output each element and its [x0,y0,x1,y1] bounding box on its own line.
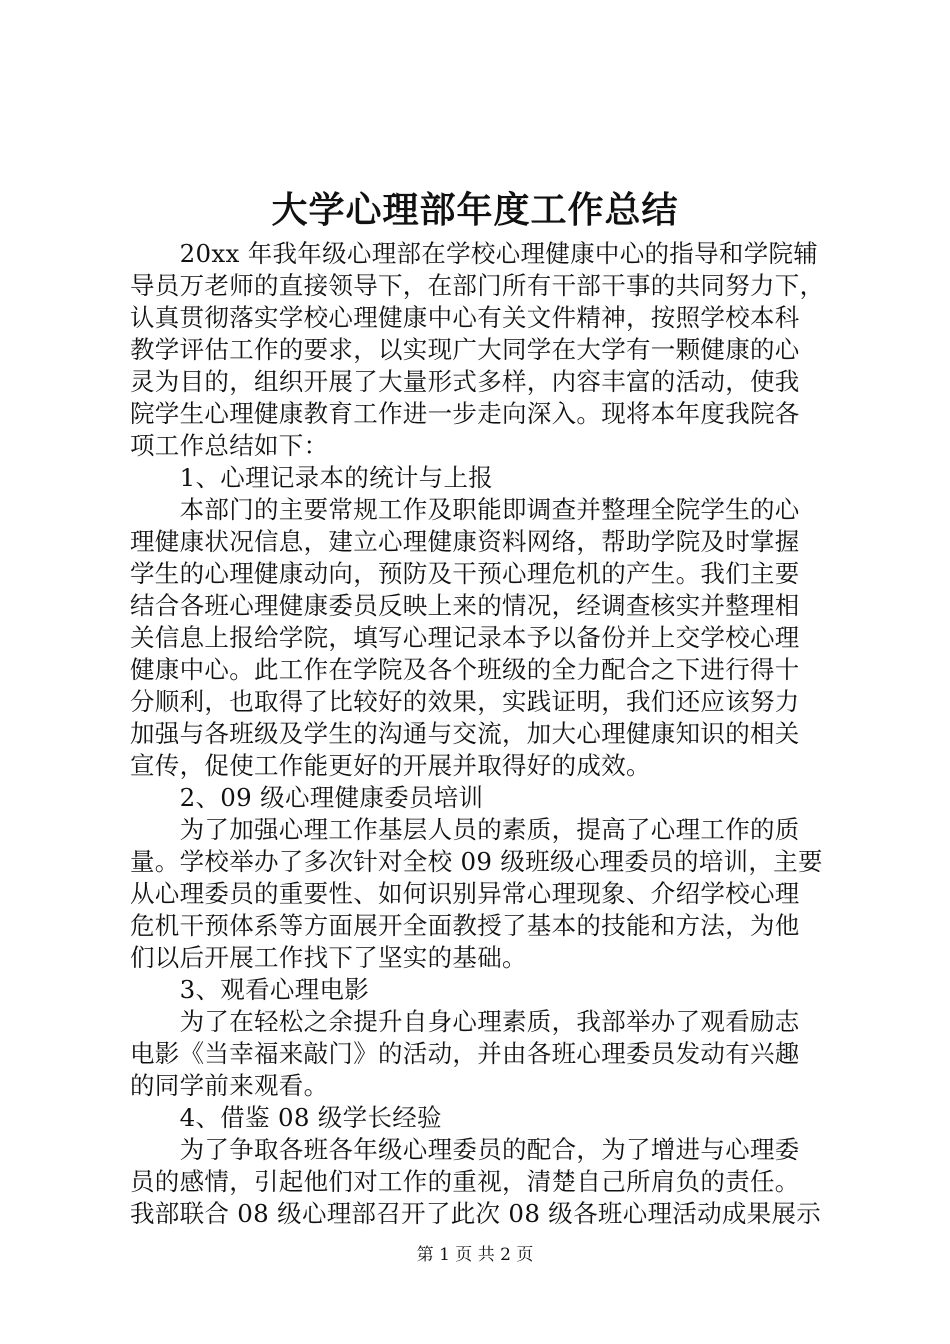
body-line: 结合各班心理健康委员反映上来的情况，经调查核实并整理相 [130,591,800,620]
body-line: 员的感情，引起他们对工作的重视，清楚自己所肩负的责任。 [130,1167,800,1196]
section-heading-1: 1、心理记录本的统计与上报 [130,463,494,492]
document-title: 大学心理部年度工作总结 [271,189,679,231]
body-line: 我部联合 08 级心理部召开了此次 08 级各班心理活动成果展示 [130,1199,822,1228]
page-number-footer: 第 1 页 共 2 页 [416,1245,534,1265]
body-line: 分顺利，也取得了比较好的效果，实践证明，我们还应该努力 [130,687,800,716]
body-line: 项工作总结如下： [130,431,329,460]
body-line: 理健康状况信息，建立心理健康资料网络，帮助学院及时掌握 [130,527,800,556]
body-line: 电影《当幸福来敲门》的活动，并由各班心理委员发动有兴趣 [130,1039,800,1068]
body-line: 从心理委员的重要性、如何识别异常心理现象、介绍学校心理 [130,879,800,908]
body-line: 灵为目的，组织开展了大量形式多样，内容丰富的活动，使我 [130,367,800,396]
body-line: 量。学校举办了多次针对全校 09 级班级心理委员的培训，主要 [130,847,823,876]
body-line: 院学生心理健康教育工作进一步走向深入。现将本年度我院各 [130,399,800,428]
body-line: 为了在轻松之余提升自身心理素质，我部举办了观看励志 [130,1007,800,1036]
section-heading-3: 3、观看心理电影 [130,975,370,1004]
body-line: 健康中心。此工作在学院及各个班级的全力配合之下进行得十 [130,655,800,684]
body-line: 导员万老师的直接领导下，在部门所有干部干事的共同努力下， [130,271,825,300]
section-heading-4: 4、借鉴 08 级学长经验 [130,1103,442,1132]
section-heading-2: 2、09 级心理健康委员培训 [130,783,484,812]
body-line: 教学评估工作的要求，以实现广大同学在大学有一颗健康的心 [130,335,800,364]
body-line: 的同学前来观看。 [130,1071,329,1100]
body-line: 20xx 年我年级心理部在学校心理健康中心的指导和学院辅 [130,239,819,268]
body-line: 为了加强心理工作基层人员的素质，提高了心理工作的质 [130,815,800,844]
body-line: 危机干预体系等方面展开全面教授了基本的技能和方法，为他 [130,911,800,940]
document-body [130,238,830,1230]
body-line: 认真贯彻落实学校心理健康中心有关文件精神，按照学校本科 [130,303,800,332]
body-line: 宣传，促使工作能更好的开展并取得好的成效。 [130,751,651,780]
body-line: 本部门的主要常规工作及职能即调查并整理全院学生的心 [130,495,800,524]
body-line: 学生的心理健康动向，预防及干预心理危机的产生。我们主要 [130,559,800,588]
body-line: 为了争取各班各年级心理委员的配合，为了增进与心理委 [130,1135,800,1164]
body-line: 加强与各班级及学生的沟通与交流，加大心理健康知识的相关 [130,719,800,748]
body-line: 关信息上报给学院，填写心理记录本予以备份并上交学校心理 [130,623,800,652]
body-line: 们以后开展工作找下了坚实的基础。 [130,943,527,972]
